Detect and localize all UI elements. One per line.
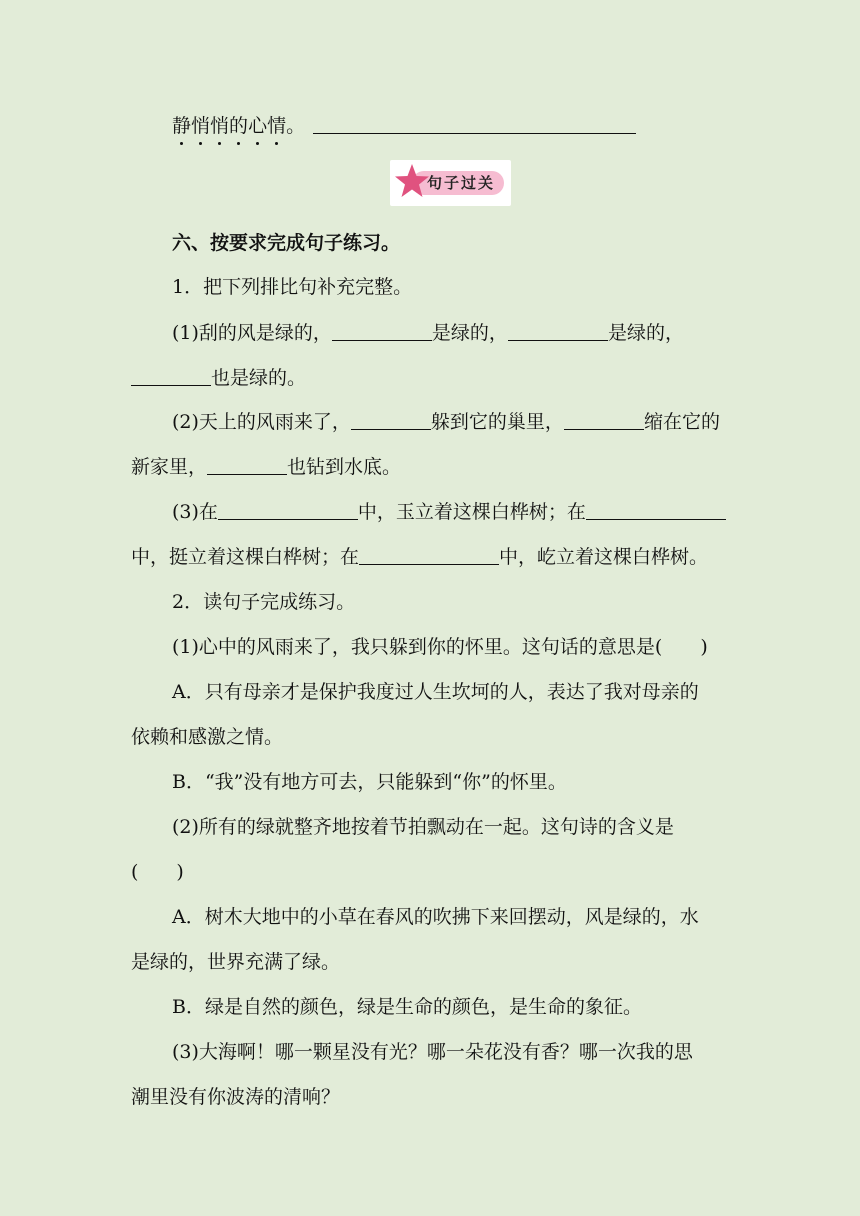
answer-blank[interactable]: [359, 544, 499, 565]
q2-item3-cont: 潮里没有你波涛的清响？: [131, 1086, 341, 1108]
q1-item1: [172, 319, 684, 347]
answer-blank[interactable]: [207, 454, 287, 475]
q2-item3: (3)大海啊！哪一颗星没有光？哪一朵花没有香？哪一次我的思: [172, 1041, 693, 1063]
section-badge: [390, 160, 511, 206]
text: 也是绿的。: [211, 367, 307, 389]
answer-blank[interactable]: [564, 409, 644, 430]
dotted-char: 心: [248, 112, 267, 140]
answer-blank[interactable]: [351, 409, 431, 430]
q1-item3: [172, 498, 726, 526]
text: 躲到它的巢里，: [430, 411, 564, 433]
q2-item2: (2)所有的绿就整齐地按着节拍飘动在一起。这句诗的含义是: [172, 816, 674, 838]
dotted-char: 静: [172, 112, 191, 140]
q1-item3-cont: [131, 543, 708, 571]
text: (3)在: [172, 501, 218, 523]
text: 是绿的，: [431, 322, 508, 344]
q2-item2-option-a: A．树木大地中的小草在春风的吹拂下来回摆动，风是绿的，水: [172, 906, 699, 928]
text: (2)天上的风雨来了，: [172, 411, 351, 433]
section-badge-label: 句子过关: [412, 171, 504, 195]
text: 是绿的，: [607, 322, 684, 344]
answer-blank[interactable]: [218, 499, 358, 520]
section-title: 六、按要求完成句子练习。: [172, 232, 401, 254]
star-icon: [392, 162, 432, 202]
top-line: [172, 112, 305, 140]
q1-item1-cont: [131, 364, 306, 392]
q2-item2-option-a-cont: 是绿的，世界充满了绿。: [131, 951, 341, 973]
dotted-char: 悄: [191, 112, 210, 140]
dotted-char: 情: [267, 112, 286, 140]
text: 中，玉立着这棵白桦树；在: [357, 501, 586, 523]
q1-item2-cont: [131, 453, 401, 481]
q2-item1-option-b: B．“我”没有地方可去，只能躲到“你”的怀里。: [172, 771, 567, 793]
dotted-char: 的: [229, 112, 248, 140]
answer-blank[interactable]: [313, 113, 636, 134]
q1-label: 1．把下列排比句补充完整。: [172, 276, 413, 298]
answer-blank[interactable]: [508, 320, 608, 341]
q2-item2-option-b: B．绿是自然的颜色，绿是生命的颜色，是生命的象征。: [172, 996, 642, 1018]
text: (1)刮的风是绿的，: [172, 322, 332, 344]
text: 中，挺立着这棵白桦树；在: [131, 546, 360, 568]
answer-blank[interactable]: [332, 320, 432, 341]
q1-item2: [172, 408, 720, 436]
q2-item2-cont: ( ): [131, 861, 184, 883]
q2-item1-option-a-cont: 依赖和感激之情。: [131, 726, 284, 748]
q2-label: 2．读句子完成练习。: [172, 591, 356, 613]
period: 。: [286, 115, 306, 137]
answer-blank[interactable]: [131, 365, 211, 386]
q2-item1-option-a: A．只有母亲才是保护我度过人生坎坷的人，表达了我对母亲的: [172, 681, 699, 703]
q2-item1: (1)心中的风雨来了，我只躲到你的怀里。这句话的意思是( ): [172, 636, 708, 658]
dotted-char: 悄: [210, 112, 229, 140]
text: 新家里，: [131, 456, 208, 478]
answer-blank[interactable]: [586, 499, 726, 520]
text: 也钻到水底。: [287, 456, 402, 478]
text: 中，屹立着这棵白桦树。: [499, 546, 709, 568]
text: 缩在它的: [643, 411, 720, 433]
